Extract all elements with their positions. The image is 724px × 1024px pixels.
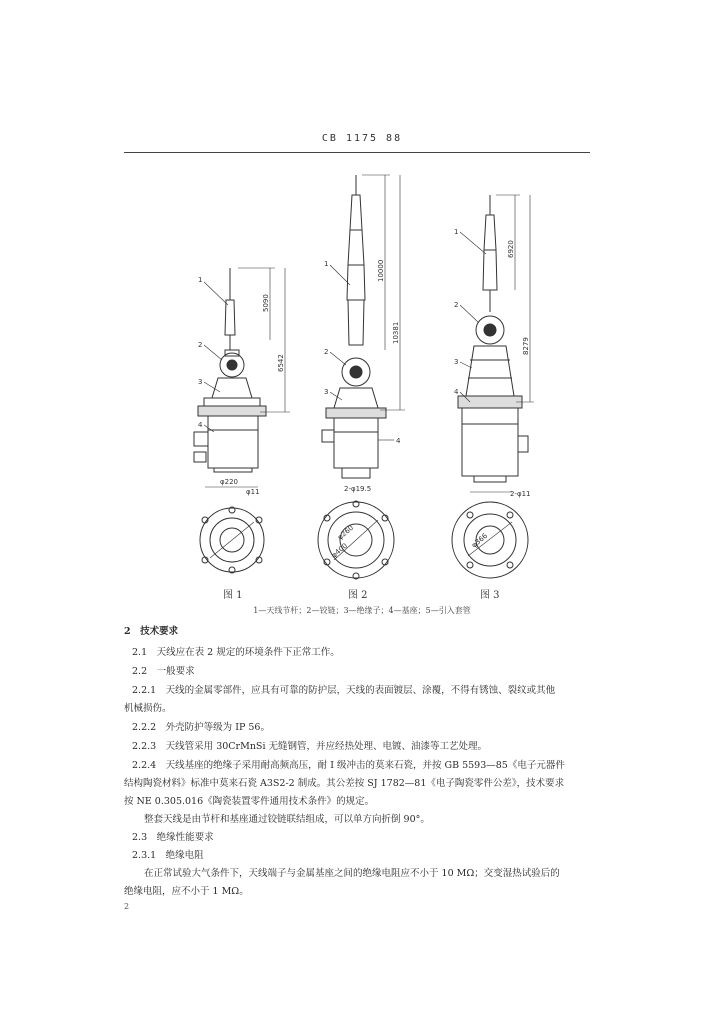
fig1-callout-2: 2 bbox=[198, 341, 203, 349]
paragraph-2-2-1-line1: 2.2.1 天线的金属零部件，应具有可靠的防护层，天线的表面镀层、涂覆，不得有锈蚀、裂纹或其他 bbox=[132, 685, 556, 696]
paragraph-insulation-line2: 绝缘电阻，应不小于 1 MΩ。 bbox=[124, 886, 249, 897]
fig1-callout-3: 3 bbox=[198, 378, 203, 386]
section-heading-2: 2 技术要求 bbox=[124, 626, 179, 637]
document-header-code: CB 1175 88 bbox=[321, 133, 403, 144]
figure-1-caption: 图 1 bbox=[223, 590, 243, 601]
page-number: 2 bbox=[124, 902, 130, 911]
figure-2-caption: 图 2 bbox=[348, 590, 368, 601]
fig2-dim-phi400: φ400 bbox=[330, 541, 350, 560]
fig2-callout-3: 3 bbox=[324, 388, 329, 396]
paragraph-2-2-1-line2: 机械损伤。 bbox=[124, 703, 172, 714]
paragraph-2-2: 2.2 一般要求 bbox=[132, 666, 195, 677]
fig3-callout-2: 2 bbox=[454, 301, 459, 309]
figure-3-caption: 图 3 bbox=[480, 590, 500, 601]
paragraph-insulation-line1: 在正常试验大气条件下，天线端子与金属基座之间的绝缘电阻应不小于 10 MΩ；交变湿热试验后的 bbox=[144, 868, 560, 879]
paragraph-2-2-4-line3: 按 NE 0.305.016《陶瓷装置零件通用技术条件》的规定。 bbox=[124, 796, 375, 807]
fig1-callout-1: 1 bbox=[198, 276, 203, 284]
paragraph-2-1: 2.1 天线应在表 2 规定的环境条件下正常工作。 bbox=[132, 647, 340, 658]
fig3-callout-3: 3 bbox=[454, 358, 459, 366]
fig2-callout-4: 4 bbox=[396, 437, 401, 445]
figure-3-drawing bbox=[452, 195, 534, 578]
fig3-dim-2phi11: 2-φ11 bbox=[510, 490, 531, 498]
paragraph-2-2-3: 2.2.3 天线管采用 30CrMnSi 无缝钢管，并应经热处理、电镀、油漆等工艺处理。 bbox=[132, 741, 488, 752]
fig1-dim-phi11: φ11 bbox=[246, 488, 260, 496]
paragraph-2-2-2: 2.2.2 外壳防护等级为 IP 56。 bbox=[132, 722, 270, 733]
fig1-callout-4: 4 bbox=[198, 421, 203, 429]
fig2-dim-10381: 10381 bbox=[392, 321, 400, 344]
figure-legend: 1—天线节杆；2—铰链；3—绝缘子；4—基座；5—引入套管 bbox=[253, 606, 471, 615]
paragraph-2-3-1: 2.3.1 绝缘电阻 bbox=[132, 850, 204, 861]
fig3-dim-phi366: φ366 bbox=[470, 531, 490, 550]
fig1-dim-5090: 5090 bbox=[262, 294, 270, 312]
paragraph-assembly: 整套天线是由节杆和基座通过铰链联结组成，可以单方向折倒 90°。 bbox=[144, 814, 430, 825]
paragraph-2-2-4-line1: 2.2.4 天线基座的绝缘子采用耐高频高压，耐 I 级冲击的莫来石瓷，并按 GB 5593—85《电子元器件 bbox=[132, 760, 565, 771]
fig3-dim-8279: 8279 bbox=[522, 337, 530, 355]
paragraph-2-3: 2.3 绝缘性能要求 bbox=[132, 832, 214, 843]
fig3-callout-1: 1 bbox=[454, 228, 459, 236]
fig1-dim-6542: 6542 bbox=[277, 354, 285, 372]
fig2-dim-2phi19: 2-φ19.5 bbox=[344, 485, 372, 493]
fig1-dim-phi220: φ220 bbox=[220, 478, 238, 486]
fig2-dim-10000: 10000 bbox=[377, 259, 385, 282]
paragraph-2-2-4-line2: 结构陶瓷材料》标准中莫来石瓷 A3S2-2 制成。其公差按 SJ 1782—81《电子陶瓷零件公差》，技术要求 bbox=[124, 778, 565, 789]
figure-2-drawing bbox=[318, 175, 405, 579]
fig2-callout-1: 1 bbox=[324, 260, 329, 268]
fig2-dim-phi260: φ260 bbox=[336, 523, 356, 542]
figure-1-drawing bbox=[194, 268, 290, 573]
fig2-callout-2: 2 bbox=[324, 348, 329, 356]
fig3-dim-6920: 6920 bbox=[507, 240, 515, 258]
fig3-callout-4: 4 bbox=[454, 388, 459, 396]
